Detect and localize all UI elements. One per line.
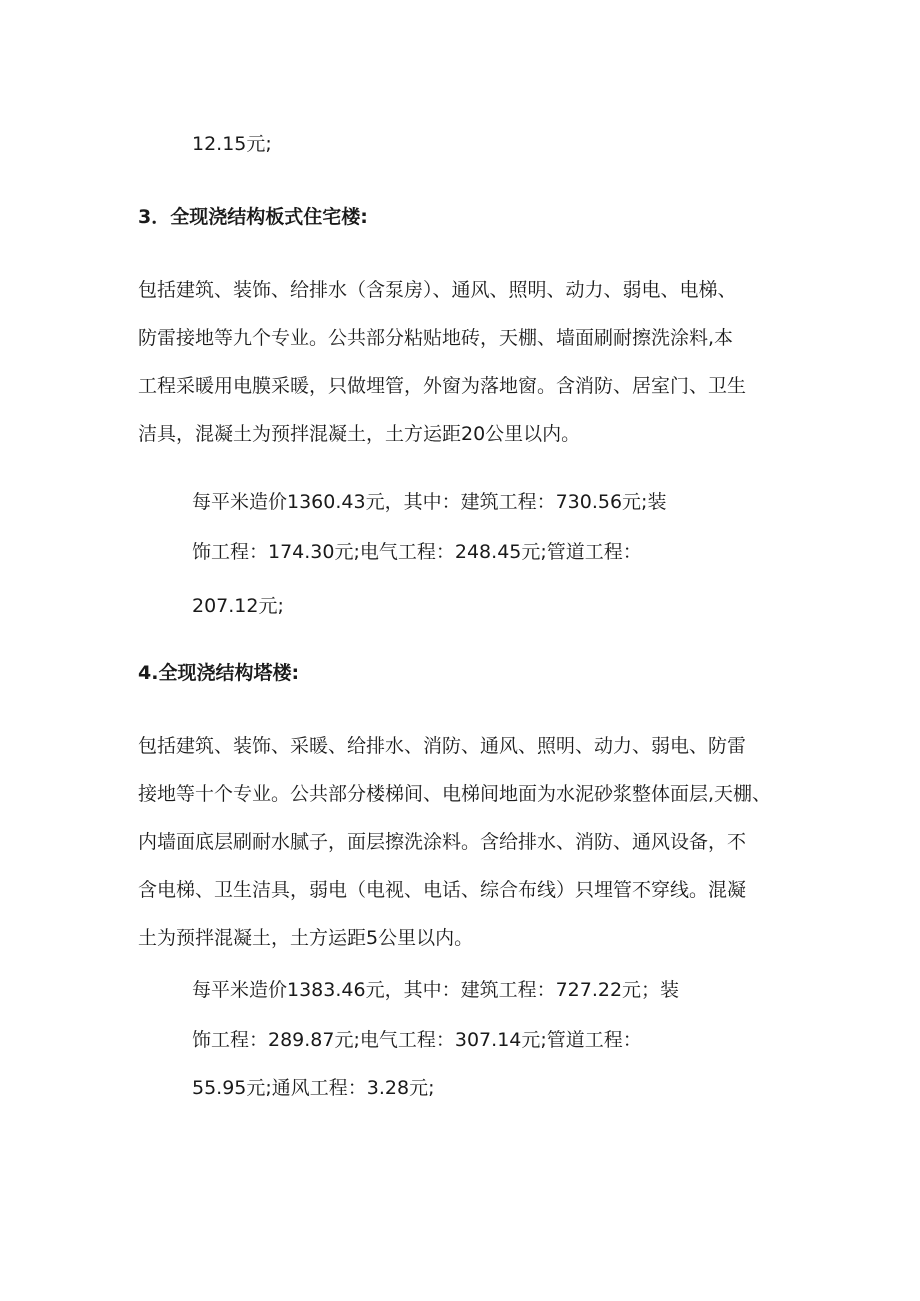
- price-line: 207.12元;: [192, 595, 284, 617]
- paragraph-line: 包括建筑、装饰、给排水（含泵房）、通风、照明、动力、弱电、电梯、: [138, 279, 737, 301]
- section-heading-4: 4.全现浇结构塔楼:: [138, 662, 300, 684]
- price-line: 每平米造价1383.46元，其中：建筑工程：727.22元；装: [192, 979, 680, 1001]
- paragraph-line: 接地等十个专业。公共部分楼梯间、电梯间地面为水泥砂浆整体面层,天棚、: [138, 783, 772, 805]
- paragraph-line: 洁具，混凝土为预拌混凝土，土方运距20公里以内。: [138, 423, 581, 445]
- price-line: 55.95元;通风工程：3.28元;: [192, 1077, 435, 1099]
- paragraph-line: 内墙面底层刷耐水腻子，面层擦洗涂料。含给排水、消防、通风设备，不: [138, 831, 747, 853]
- paragraph-line: 土为预拌混凝土，土方运距5公里以内。: [138, 927, 474, 949]
- paragraph-line: 含电梯、卫生洁具，弱电（电视、电话、综合布线）只埋管不穿线。混凝: [138, 879, 747, 901]
- price-line-continuation: 12.15元;: [192, 133, 272, 155]
- paragraph-line: 包括建筑、装饰、采暖、给排水、消防、通风、照明、动力、弱电、防雷: [138, 735, 747, 757]
- section-heading-3: 3．全现浇结构板式住宅楼:: [138, 206, 368, 228]
- price-line: 饰工程：289.87元;电气工程：307.14元;管道工程：: [192, 1029, 642, 1051]
- price-line: 饰工程：174.30元;电气工程：248.45元;管道工程：: [192, 541, 642, 563]
- paragraph-line: 防雷接地等九个专业。公共部分粘贴地砖，天棚、墙面刷耐擦洗涂料,本: [138, 327, 734, 349]
- paragraph-line: 工程采暖用电膜采暖，只做埋管，外窗为落地窗。含消防、居室门、卫生: [138, 375, 747, 397]
- price-line: 每平米造价1360.43元，其中：建筑工程：730.56元;装: [192, 491, 667, 513]
